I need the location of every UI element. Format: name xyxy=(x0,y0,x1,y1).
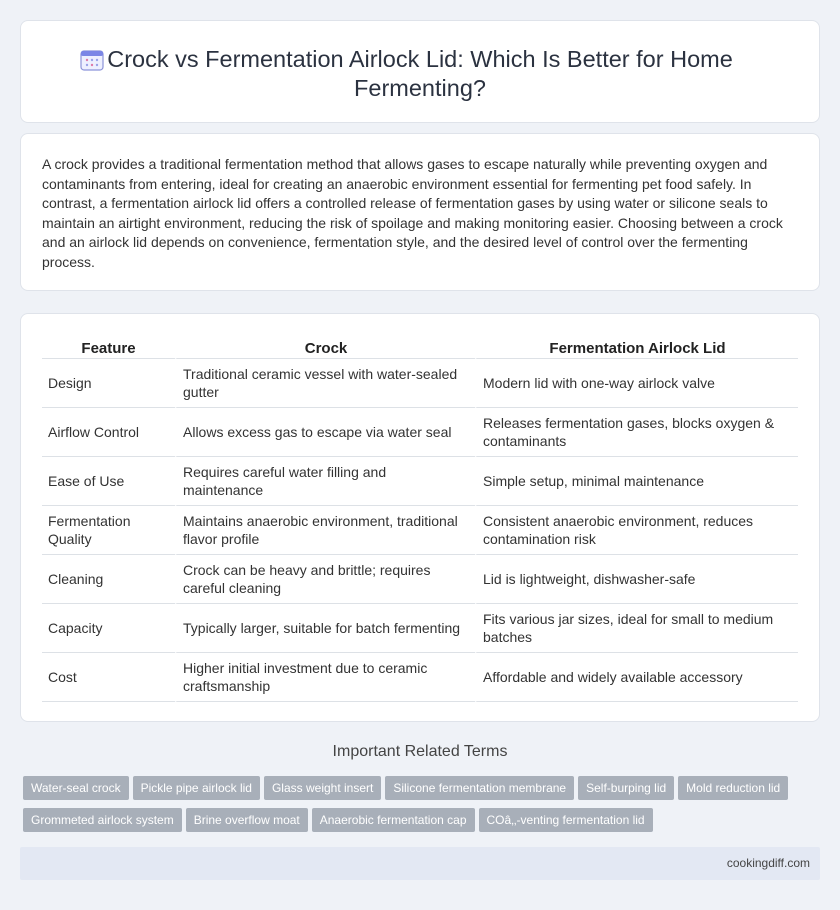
airlock-cell: Modern lid with one-way airlock valve xyxy=(475,359,798,408)
table-row xyxy=(42,408,798,457)
related-tag[interactable]: Anaerobic fermentation cap xyxy=(312,808,475,832)
feature-cell: Capacity xyxy=(42,604,175,653)
feature-cell: Cost xyxy=(42,653,175,702)
related-tag[interactable]: Glass weight insert xyxy=(264,776,381,800)
header-crock: Crock xyxy=(175,335,475,359)
related-tag[interactable]: Water-seal crock xyxy=(23,776,129,800)
related-tag[interactable]: Brine overflow moat xyxy=(186,808,308,832)
crock-cell: Typically larger, suitable for batch fermenting xyxy=(175,604,475,653)
feature-cell: Fermentation Quality xyxy=(42,506,175,555)
intro-paragraph: A crock provides a traditional fermentation method that allows gases to escape naturally while preventing oxygen and contaminants from entering, ideal for creating an anaerobic environment essential for fermenting pet food safely. In contrast, a fermentation airlock lid offers a controlled release of fermentation gases by using water or silicone seals to maintain an airtight environment, reducing the risk of spoilage and making monitoring easier. Choosing between a crock and an airlock lid depends on convenience, fermentation style, and the desired level of control over the fermenting process. xyxy=(42,156,783,270)
crock-cell: Crock can be heavy and brittle; requires careful cleaning xyxy=(175,555,475,604)
footer-site-link[interactable]: cookingdiff.com xyxy=(726,856,810,870)
airlock-cell: Simple setup, minimal maintenance xyxy=(475,457,798,506)
related-tags-row xyxy=(23,808,823,832)
related-tag[interactable]: Grommeted airlock system xyxy=(23,808,182,832)
airlock-cell: Releases fermentation gases, blocks oxygen & contaminants xyxy=(475,408,798,457)
crock-cell: Higher initial investment due to ceramic craftsmanship xyxy=(175,653,475,702)
header-feature: Feature xyxy=(42,335,175,359)
table-row xyxy=(42,359,798,408)
crock-cell: Requires careful water filling and maintenance xyxy=(175,457,475,506)
table-header-row xyxy=(42,335,798,359)
related-terms-heading: Important Related Terms xyxy=(332,743,508,760)
comparison-card xyxy=(20,313,820,722)
related-tag[interactable]: Silicone fermentation membrane xyxy=(385,776,574,800)
airlock-cell: Fits various jar sizes, ideal for small to medium batches xyxy=(475,604,798,653)
related-tag[interactable]: COâ‚‚-venting fermentation lid xyxy=(479,808,653,832)
crock-cell: Allows excess gas to escape via water seal xyxy=(175,408,475,457)
related-tag[interactable]: Pickle pipe airlock lid xyxy=(133,776,260,800)
intro-card xyxy=(20,133,820,291)
page-title: Crock vs Fermentation Airlock Lid: Which Is Better for Home Fermenting? xyxy=(107,46,733,101)
feature-cell: Design xyxy=(42,359,175,408)
comparison-table xyxy=(42,335,798,702)
table-row xyxy=(42,457,798,506)
feature-cell: Ease of Use xyxy=(42,457,175,506)
airlock-cell: Lid is lightweight, dishwasher-safe xyxy=(475,555,798,604)
table-row xyxy=(42,653,798,702)
table-row xyxy=(42,555,798,604)
feature-cell: Cleaning xyxy=(42,555,175,604)
related-tag[interactable]: Self-burping lid xyxy=(578,776,674,800)
footer xyxy=(20,847,820,880)
title-card xyxy=(20,20,820,123)
crock-cell: Maintains anaerobic environment, traditional flavor profile xyxy=(175,506,475,555)
feature-cell: Airflow Control xyxy=(42,408,175,457)
related-tag[interactable]: Mold reduction lid xyxy=(678,776,788,800)
airlock-cell: Affordable and widely available accessory xyxy=(475,653,798,702)
related-tags-row xyxy=(23,776,823,800)
table-row xyxy=(42,604,798,653)
crock-cell: Traditional ceramic vessel with water-sealed gutter xyxy=(175,359,475,408)
airlock-cell: Consistent anaerobic environment, reduces contamination risk xyxy=(475,506,798,555)
header-airlock-lid: Fermentation Airlock Lid xyxy=(475,335,798,359)
table-row xyxy=(42,506,798,555)
